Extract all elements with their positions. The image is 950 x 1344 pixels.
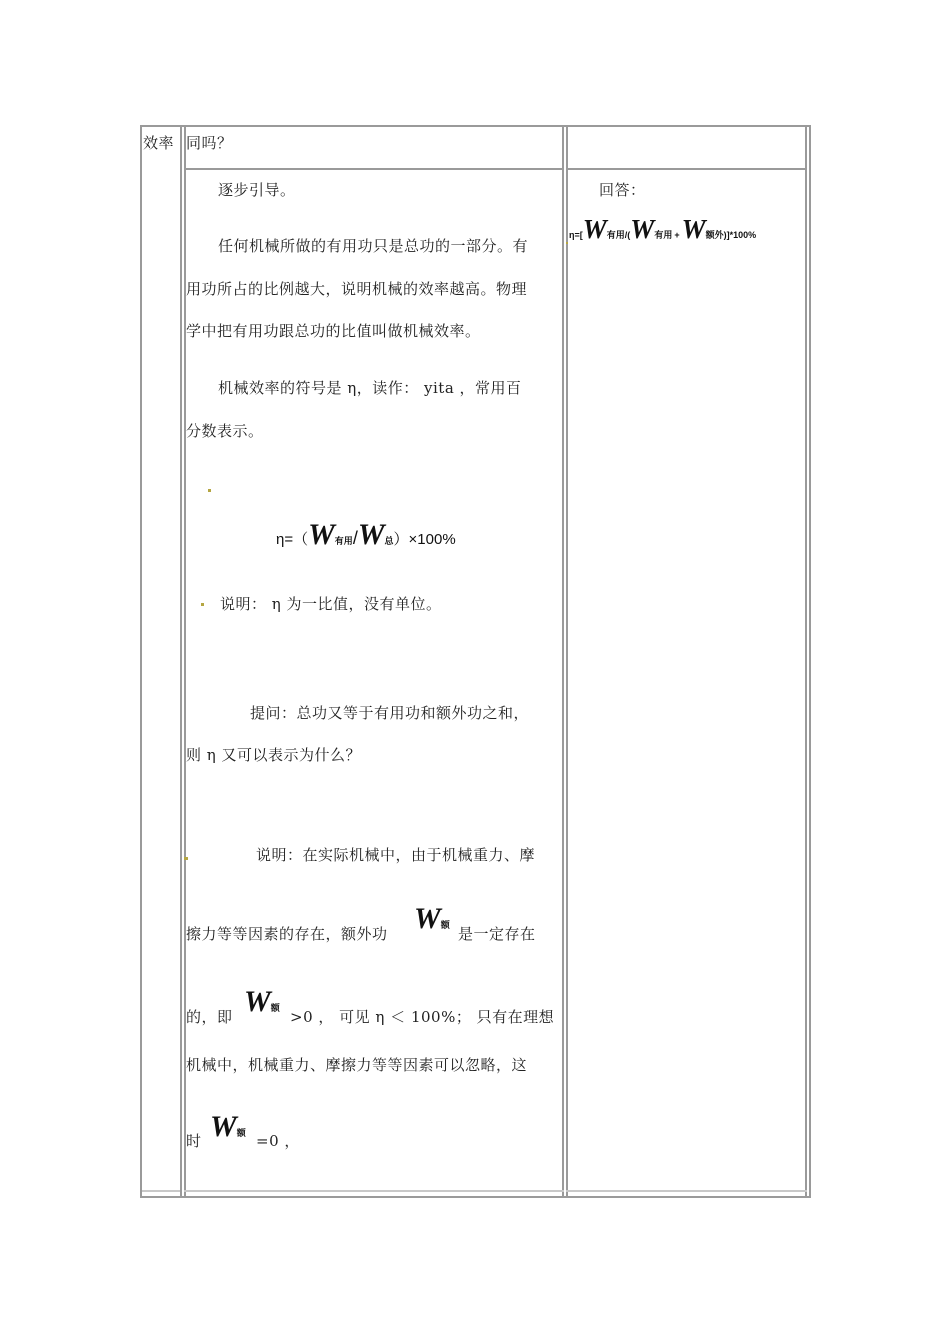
note2-line3b: >0 ， 可见 η ＜ 100%； 只有在理想 bbox=[290, 1008, 555, 1026]
answer-div: /( bbox=[624, 230, 631, 240]
answer-w-extra-sub: 额外 bbox=[705, 230, 724, 240]
para2-line2: 分数表示。 bbox=[186, 422, 264, 440]
formula-w-useful-sub: 有用 bbox=[334, 536, 353, 546]
row-label: 效率 bbox=[143, 134, 175, 152]
question-line2: 则 η 又可以表示为什么？ bbox=[186, 746, 362, 764]
para1-line2: 用功所占的比例越大，说明机械的效率越高。物理 bbox=[186, 280, 528, 298]
note2-line3a: 的，即 bbox=[186, 1008, 233, 1026]
answer-w-useful2: W bbox=[630, 214, 655, 244]
note2-line2b: 是一定存在 bbox=[458, 925, 536, 943]
w-extra-symbol bbox=[414, 902, 450, 936]
answer-w-extra: W bbox=[681, 214, 706, 244]
formula-w-total: W bbox=[357, 518, 385, 551]
note2-line5a: 时 bbox=[186, 1132, 202, 1150]
note2-line1: 说明：在实际机械中，由于机械重力、摩 bbox=[256, 846, 536, 864]
answer-w-useful2-sub: 有用 bbox=[654, 230, 673, 240]
para2-line1: 机械效率的符号是 η，读作： yita ，常用百 bbox=[218, 379, 522, 397]
marker-dot bbox=[208, 489, 211, 492]
row1-text: 同吗？ bbox=[186, 134, 233, 152]
answer-w-useful-sub: 有用 bbox=[606, 230, 625, 240]
answer-formula-head: η=[ bbox=[569, 230, 583, 240]
w-extra-w: W bbox=[414, 902, 441, 935]
marker-dot bbox=[184, 857, 188, 860]
formula-eta: η=（ bbox=[276, 531, 309, 548]
w-extra-symbol bbox=[210, 1110, 246, 1144]
answer-label: 回答： bbox=[599, 181, 646, 199]
para1-line3: 学中把有用功跟总功的比值叫做机械效率。 bbox=[186, 322, 481, 340]
guide-line: 逐步引导。 bbox=[218, 181, 296, 199]
answer-plus: + bbox=[674, 230, 680, 240]
question-line1: 提问：总功又等于有用功和额外功之和， bbox=[250, 704, 530, 722]
formula-tail: ）×100% bbox=[393, 531, 456, 548]
answer-w-useful: W bbox=[582, 214, 607, 244]
marker-dot bbox=[201, 603, 204, 606]
para1-line1: 任何机械所做的有用功只是总功的一部分。有 bbox=[218, 237, 529, 255]
note1: 说明： η 为一比值，没有单位。 bbox=[220, 595, 442, 613]
w-extra-w: W bbox=[210, 1110, 237, 1143]
marker-dot bbox=[566, 242, 568, 244]
efficiency-formula bbox=[276, 518, 456, 552]
formula-w-total-sub: 总 bbox=[384, 536, 394, 546]
w-extra-sub: 额 bbox=[440, 920, 450, 930]
formula-slash: / bbox=[352, 528, 358, 548]
w-extra-w: W bbox=[244, 985, 271, 1018]
note2-line2a: 擦力等等因素的存在，额外功 bbox=[186, 925, 388, 943]
w-extra-sub: 额 bbox=[270, 1003, 280, 1013]
note2-line5b: =0 ， bbox=[256, 1132, 300, 1150]
w-extra-symbol bbox=[244, 985, 280, 1019]
note2-line4: 机械中，机械重力、摩擦力等等因素可以忽略，这 bbox=[186, 1056, 528, 1074]
formula-w-useful: W bbox=[308, 518, 335, 551]
answer-tail: )]*100% bbox=[723, 230, 757, 240]
answer-formula bbox=[569, 214, 756, 245]
w-extra-sub: 额 bbox=[236, 1128, 246, 1138]
